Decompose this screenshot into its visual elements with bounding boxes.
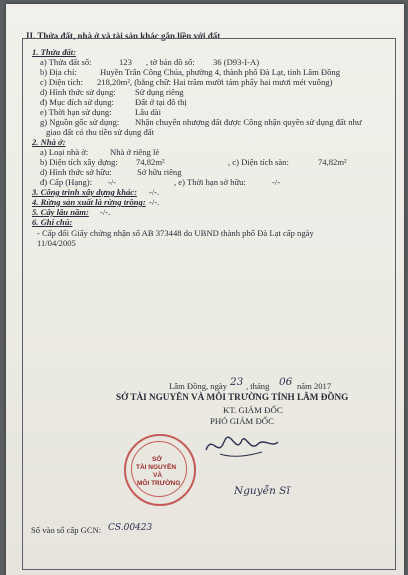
usage-term-label: e) Thời hạn sử dụng: [40, 107, 112, 117]
house-grade-value: -/- [108, 177, 117, 187]
area-label: c) Diện tích: [40, 77, 83, 87]
signing-day: 23 [230, 376, 244, 388]
map-sheet-value: 36 (D93-I-A) [213, 57, 260, 67]
planted-forest-value: -/-. [149, 197, 160, 207]
other-construction-label: 3. Công trình xây dựng khác: [32, 187, 137, 197]
build-area-label: b) Diện tích xây dựng: [40, 157, 118, 167]
signing-place: Lâm Đồng, ngày [169, 381, 227, 391]
register-label: Số vào sổ cấp GCN: [31, 525, 102, 535]
seal-text-3: VÀ [153, 472, 163, 479]
notes-line-2: 11/04/2005 [37, 238, 76, 248]
signer-role-2: PHÓ GIÁM ĐỐC [210, 416, 275, 426]
ownership-form-label: d) Hình thức sở hữu: [40, 167, 112, 177]
usage-form-value: Sử dụng riêng [135, 87, 184, 97]
seal-text-4: MÔI TRƯỜNG [137, 480, 181, 487]
address-label: b) Địa chỉ: [40, 67, 77, 77]
planted-forest-label: 4. Rừng sản xuất là rừng trồng: [32, 197, 146, 207]
build-area-value: 74,82m² [136, 157, 165, 167]
seal-text-2: TÀI NGUYÊN [136, 464, 177, 471]
issuing-agency: SỞ TÀI NGUYÊN VÀ MÔI TRƯỜNG TỈNH LÂM ĐỒNG [116, 392, 349, 402]
signer-name: Nguyễn Sĩ [234, 485, 290, 497]
signature-mark-icon [202, 428, 282, 464]
certificate-page [6, 4, 404, 575]
parcel-number-value: 123 [119, 57, 132, 67]
parcel-number-label: a) Thửa đất số: [40, 57, 92, 67]
usage-form-label: d) Hình thức sử dụng: [40, 87, 116, 97]
ownership-form-value: Sở hữu riêng [137, 167, 182, 177]
usage-origin-value-1: Nhận chuyển nhượng đất được Công nhận quyền sử dụng đất như [135, 117, 362, 127]
house-heading: 2. Nhà ở: [32, 137, 66, 147]
signing-month: 06 [279, 376, 293, 388]
section-title: II. Thửa đất, nhà ở và tài sản khác gắn liền với đất [26, 31, 221, 41]
usage-term-value: Lâu dài [135, 107, 162, 117]
house-type-label: a) Loại nhà ở: [40, 147, 89, 157]
usage-purpose-label: đ) Mục đích sử dụng: [40, 97, 114, 107]
usage-origin-label: g) Nguồn gốc sử dụng: [40, 117, 120, 127]
notes-label: 6. Ghi chú: [32, 217, 73, 227]
signing-month-label: , tháng [246, 381, 270, 391]
ownership-term-label: , e) Thời hạn sở hữu: [174, 177, 246, 187]
ownership-term-value: -/- [272, 177, 281, 187]
house-type-value: Nhà ở riêng lẻ [110, 147, 160, 157]
signing-year: năm 2017 [297, 381, 332, 391]
register-value: CS.00423 [108, 523, 153, 533]
floor-area-value: 74,82m² [318, 157, 347, 167]
other-construction-value: -/-. [149, 187, 160, 197]
usage-origin-value-2: giao đất có thu tiền sử dụng đất [46, 127, 155, 137]
area-value: 218,20m², (bằng chữ: Hai trăm mười tám phẩy hai mươi mét vuông) [97, 77, 333, 87]
house-grade-label: đ) Cấp (Hạng): [40, 177, 93, 187]
land-heading: 1. Thửa đất: [32, 47, 77, 57]
map-sheet-label: , tờ bản đồ số: [146, 57, 195, 67]
perennial-trees-label: 5. Cây lâu năm: [32, 207, 89, 217]
signer-role-1: KT. GIÁM ĐỐC [223, 405, 283, 415]
notes-line-1: - Cấp đổi Giấy chứng nhận số AB 373448 do UBND thành phố Đà Lạt cấp ngày [37, 228, 314, 238]
floor-area-label: , c) Diện tích sàn: [228, 157, 289, 167]
address-value: Huyền Trân Công Chúa, phường 4, thành phố Đà Lạt, tỉnh Lâm Đồng [100, 67, 341, 77]
usage-purpose-value: Đất ở tại đô thị [135, 97, 187, 107]
perennial-trees-value: -/-. [100, 207, 111, 217]
seal-text-1: SỞ [152, 456, 162, 463]
